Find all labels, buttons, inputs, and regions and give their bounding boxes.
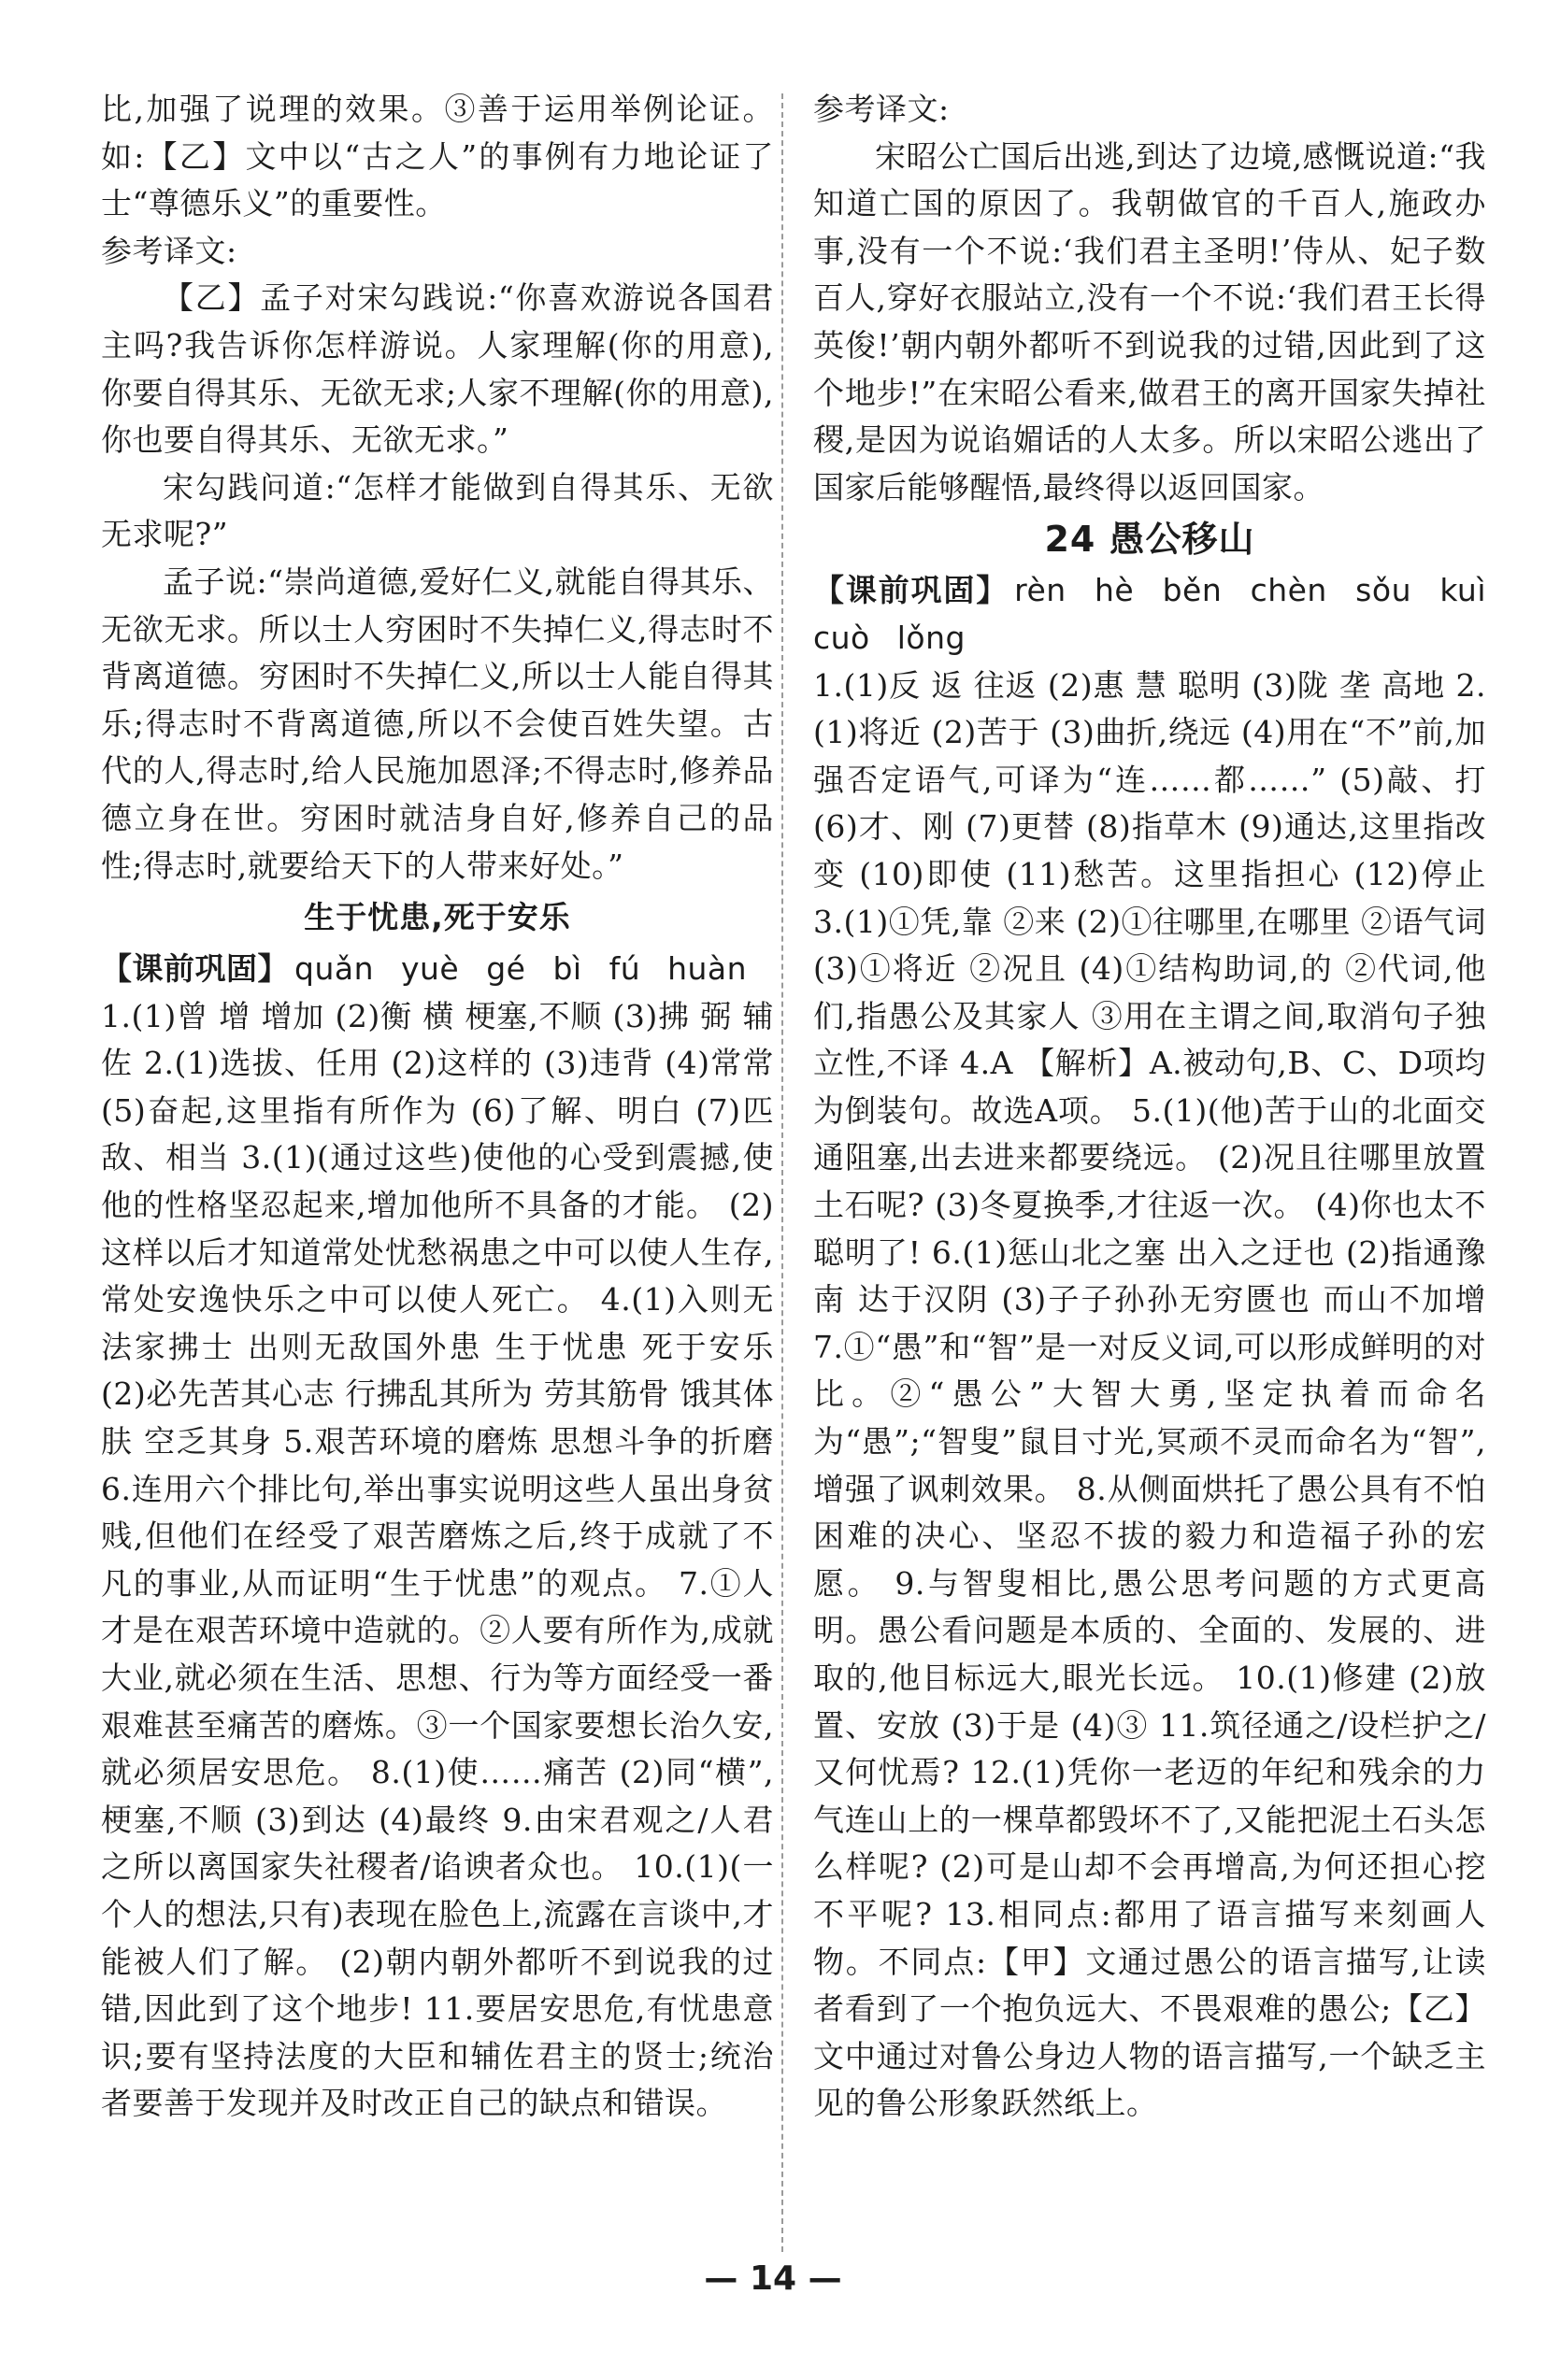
pre-class-tag: 【课前巩固】 xyxy=(813,572,1009,609)
column-divider xyxy=(781,93,783,2252)
left-answers: 1.(1)曾 增 增加 (2)衡 横 梗塞,不顺 (3)拂 弼 辅佐 2.(1)选拔、任用 (2)这样的 (3)违背 (4)常常 (5)奋起,这里指有所作为 (6)了解、明白 (7)匹敌、相当 3.(1)(通过这些)使他的心受到震撼,使他的性格坚忍起来,增加他所不具备的才能。 (2)这样以后才知道常处忧愁祸患之中可以使人生存,常处安逸快乐之中可以使人死亡。 4.(1)入则无法家拂士 出则无敌国外患 生于忧患 死于安乐 (2)必先苦其心志 行拂乱其所为 劳其筋骨 饿其体肤 空乏其身 5.艰苦环境的磨炼 思想斗争的折磨 6.连用六个排比句,举出事实说明这些人虽出身贫贱,但他们在经受了艰苦磨炼之后,终于成就了不凡的事业,从而证明“生于忧患”的观点。 7.①人才是在艰苦环境中造就的。②人要有所作为,成就大业,就必须在生活、思想、行为等方面经受一番艰难甚至痛苦的磨炼。③一个国家要想长治久安,就必须居安思危。 8.(1)使……痛苦 (2)同“横”,梗塞,不顺 (3)到达 (4)最终 9.由宋君观之/人君之所以离国家失社稷者/谄谀者众也。 10.(1)(一个人的想法,只有)表现在脸色上,流露在言谈中,才能被人们了解。 (2)朝内朝外都听不到说我的过错,因此到了这个地步! 11.要居安思危,有忧患意识;要有坚持法度的大臣和辅佐君主的贤士;统治者要善于发现并及时改正自己的缺点和错误。 xyxy=(101,997,774,2122)
left-column xyxy=(101,86,774,2128)
right-paragraph-2: 宋昭公亡国后出逃,到达了边境,感慨说道:“我知道亡国的原因了。我朝做官的千百人,施政办事,没有一个不说:‘我们君主圣明!’侍从、妃子数百人,穿好衣服站立,没有一个不说:‘我们君王长得英俊!’朝内朝外都听不到说我的过错,因此到了这个地步!”在宋昭公看来,做君王的离开国家失掉社稷,是因为说谄媚话的人太多。所以宋昭公逃出了国家后能够醒悟,最终得以返回国家。 xyxy=(813,137,1486,506)
left-pre-class-line xyxy=(101,946,774,993)
right-pre-class-line xyxy=(813,567,1486,662)
left-paragraph-3: 【乙】孟子对宋勾践说:“你喜欢游说各国君主吗?我告诉你怎样游说。人家理解(你的用意),你要自得其乐、无欲无求;人家不理解(你的用意),你也要自得其乐、无欲无求。” xyxy=(101,279,774,459)
section-title-yugong: 24 愚公移山 xyxy=(1044,519,1255,561)
right-column xyxy=(813,86,1486,2128)
pre-class-tag: 【课前巩固】 xyxy=(101,950,289,988)
right-translation-heading: 参考译文: xyxy=(813,91,950,127)
page-number: — 14 — xyxy=(704,2259,842,2298)
left-paragraph-1: 比,加强了说理的效果。③善于运用举例论证。如:【乙】文中以“古之人”的事例有力地论证了士“尊德乐义”的重要性。 xyxy=(101,91,774,222)
pinyin-line: quǎn yuè gé bì fú huàn xyxy=(294,950,748,988)
right-answers: 1.(1)反 返 往返 (2)惠 慧 聪明 (3)陇 垄 高地 2.(1)将近 (2)苦于 (3)曲折,绕远 (4)用在“不”前,加强否定语气,可译为“连……都……” (5)敲、打 (6)才、刚 (7)更替 (8)指草木 (9)通达,这里指改变 (10)即使 (11)愁苦。这里指担心 (12)停止 3.(1)①凭,靠 ②来 (2)①往哪里,在哪里 ②语气词 (3)①将近 ②况且 (4)①结构助词,的 ②代词,他们,指愚公及其家人 ③用在主谓之间,取消句子独立性,不译 4.A 【解析】A.被动句,B、C、D项均为倒装句。故选A项。 5.(1)(他)苦于山的北面交通阻塞,出去进来都要绕远。 (2)况且往哪里放置土石呢? (3)冬夏换季,才往返一次。 (4)你也太不聪明了! 6.(1)惩山北之塞 出入之迂也 (2)指通豫南 达于汉阴 (3)子子孙孙无穷匮也 而山不加增 7.①“愚”和“智”是一对反义词,可以形成鲜明的对比。②“愚公”大智大勇,坚定执着而命名为“愚”;“智叟”鼠目寸光,冥顽不灵而命名为“智”,增强了讽刺效果。 8.从侧面烘托了愚公具有不怕困难的决心、坚忍不拔的毅力和造福子孙的宏愿。 9.与智叟相比,愚公思考问题的方式更高明。愚公看问题是本质的、全面的、发展的、进取的,他目标远大,眼光长远。 10.(1)修建 (2)放置、安放 (3)于是 (4)③ 11.筑径通之/设栏护之/又何忧焉? 12.(1)凭你一老迈的年纪和残余的力气连山上的一棵草都毁坏不了,又能把泥土石头怎么样呢? (2)可是山却不会再增高,为何还担心挖不平呢? 13.相同点:都用了语言描写来刻画人物。不同点:【甲】文通过愚公的语言描写,让读者看到了一个抱负远大、不畏艰难的愚公;【乙】文中通过对鲁公身边人物的语言描写,一个缺乏主见的鲁公形象跃然纸上。 xyxy=(813,666,1486,2122)
left-paragraph-5: 孟子说:“崇尚道德,爱好仁义,就能自得其乐、无欲无求。所以士人穷困时不失掉仁义,得志时不背离道德。穷困时不失掉仁义,所以士人能自得其乐;得志时不背离道德,所以不会使百姓失望。古代的人,得志时,给人民施加恩泽;不得志时,修养品德立身在世。穷困时就洁身自好,修养自己的品性;得志时,就要给天下的人带来好处。” xyxy=(101,563,774,884)
left-translation-heading: 参考译文: xyxy=(101,232,237,269)
left-paragraph-4: 宋勾践问道:“怎样才能做到自得其乐、无欲无求呢?” xyxy=(101,468,774,553)
pinyin-line: rèn hè běn chèn sǒu kuì cuò lǒng xyxy=(813,572,1487,656)
section-title-shengyu: 生于忧患,死于安乐 xyxy=(304,899,571,936)
